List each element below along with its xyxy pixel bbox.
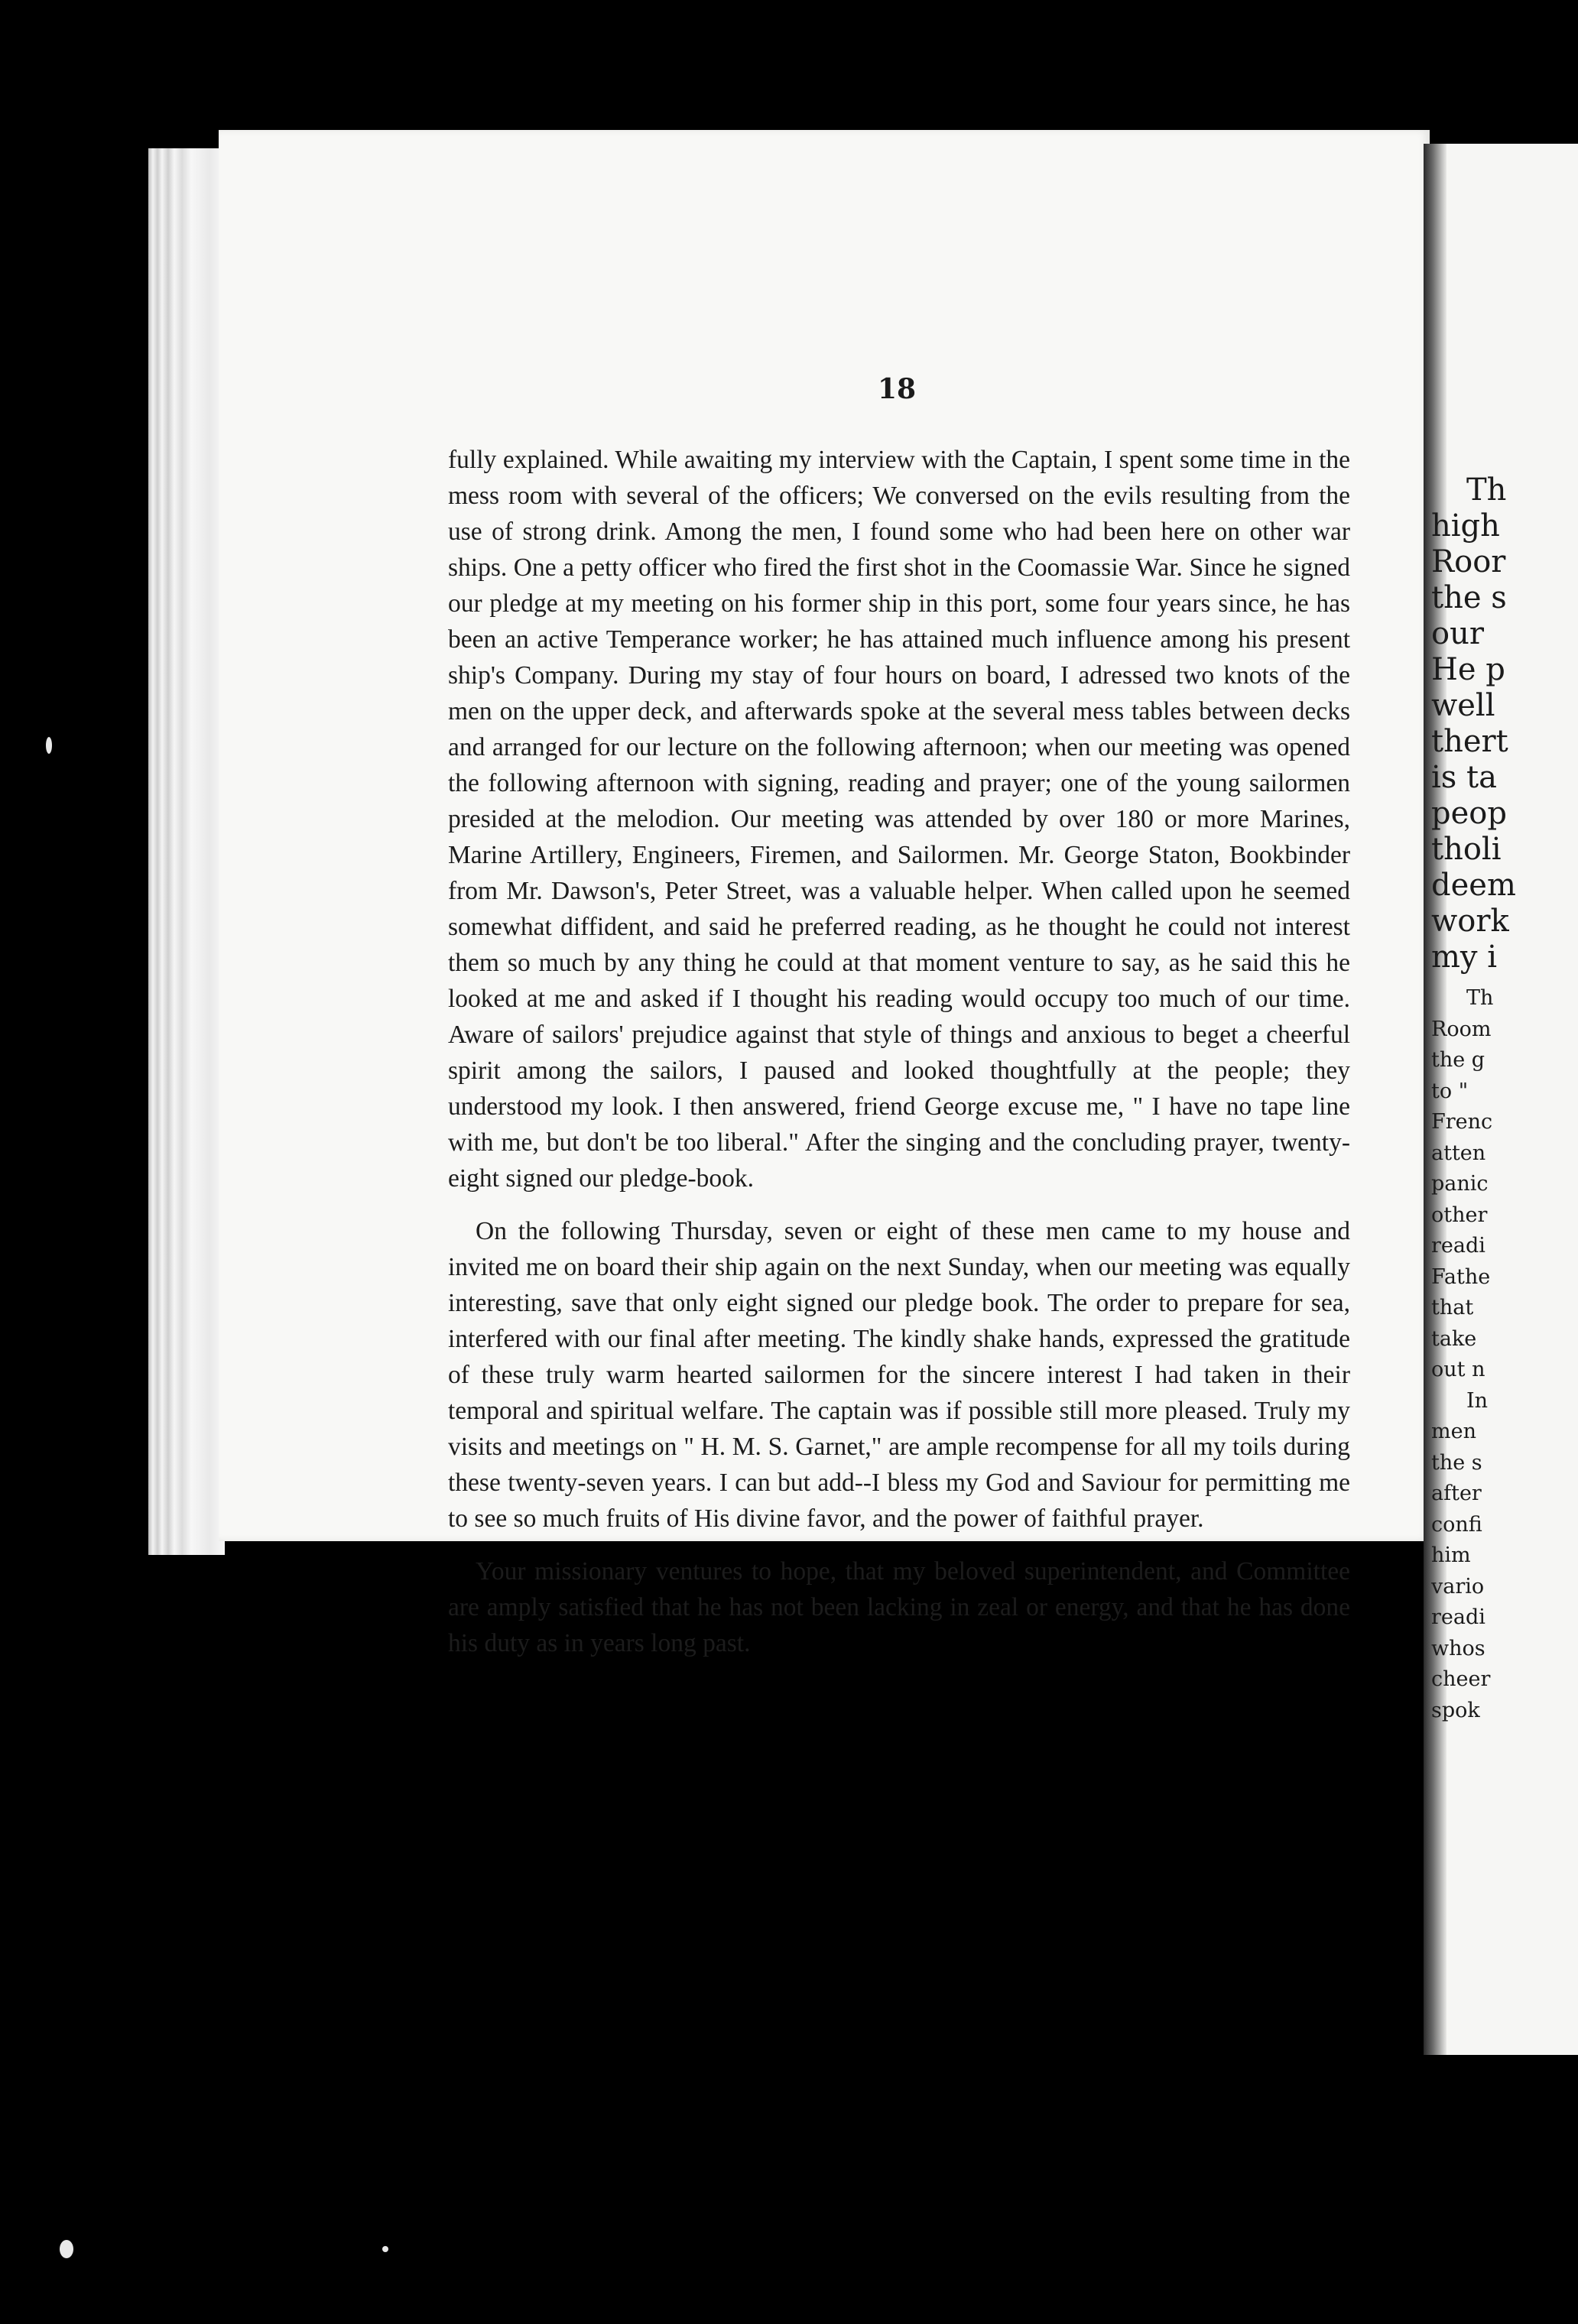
facing-page-word: the s <box>1431 1450 1482 1475</box>
facing-page-word: after <box>1431 1482 1482 1505</box>
facing-page-word: our <box>1431 616 1484 651</box>
page-number: 18 <box>878 373 917 405</box>
facing-page-word: Room <box>1431 1017 1492 1041</box>
scan-speck <box>382 2246 388 2252</box>
facing-page-word: spok <box>1431 1698 1480 1722</box>
facing-page-word: cheer <box>1431 1667 1491 1691</box>
scan-speck <box>60 2240 73 2258</box>
facing-page-word: Th <box>1466 986 1494 1010</box>
facing-page-word: peop <box>1431 796 1507 831</box>
facing-page-word: other <box>1431 1203 1488 1227</box>
scan-speck <box>46 737 52 754</box>
facing-page-word: my i <box>1431 940 1498 975</box>
facing-page-word: the g <box>1431 1048 1485 1072</box>
paragraph-1: fully explained. While awaiting my interview with the Captain, I spent some time in the mess room with several of the officers; We conversed on the evils resulting from the use of strong drink. Among the men, I found some who had been here on other war ships. One a petty officer who fired the first shot in the Coomassie War. Since he signed our pledge at my meeting on his former ship in this port, some four years since, he has been an active Temperance worker; he has attained much influence among his present ship's Company. During my stay of four hours on board, I adressed two knots of the men on the upper deck, and afterwards spoke at the several mess tables between decks and arranged for our lecture on the following afternoon; when our meeting was opened the following afternoon with signing, reading and prayer; one of the young sailormen presided at the melodion. Our meeting was attended by over 180 or more Marines, Marine Artillery, Engineers, Firemen, and Sailormen. Mr. George Staton, Bookbinder from Mr. Dawson's, Peter Street, was a valuable helper. When called upon he seemed somewhat diffident, and said he preferred reading, as he thought he could not interest them so much by any thing he could at that moment venture to say, as he said this he looked at me and asked if I thought his reading would occupy too much of our time. Aware of sailors' prejudice against that style of things and anxious to beget a cheerful spirit among the sailors, I paused and looked thoughtfully at the people; they understood my look. I then answered, friend George excuse me, " I have no tape line with me, but don't be too liberal." After the singing and the concluding prayer, twenty-eight signed our pledge-book. <box>448 446 1350 1193</box>
facing-page-word: well <box>1431 688 1495 723</box>
left-page-edges <box>148 148 225 1555</box>
facing-page-word: out n <box>1431 1358 1485 1381</box>
facing-page-word: In <box>1466 1388 1489 1413</box>
facing-page-word: confi <box>1431 1512 1482 1537</box>
facing-page-word: Fathe <box>1431 1264 1491 1289</box>
facing-page-fragment <box>1424 144 1578 2055</box>
facing-page-word: readi <box>1431 1605 1485 1629</box>
facing-page-word: tholi <box>1431 832 1502 867</box>
facing-page-word: him <box>1431 1543 1471 1567</box>
facing-page-word: thert <box>1431 724 1508 759</box>
facing-page-word: that <box>1431 1296 1474 1319</box>
facing-page-word: work <box>1431 904 1509 939</box>
paragraph-3: Your missionary ventures to hope, that my beloved superintendent, and Committee are amply satisfied that he has not been lacking in zeal or energy, and that he has done his duty as in years long past. <box>448 1557 1350 1657</box>
facing-page-word: to " <box>1431 1079 1469 1103</box>
facing-page-word: is ta <box>1431 760 1497 795</box>
facing-page-word: He p <box>1431 652 1505 687</box>
facing-page-word: men <box>1431 1420 1476 1443</box>
facing-page-word: atten <box>1431 1141 1486 1165</box>
facing-page-word: readi <box>1431 1234 1485 1258</box>
facing-page-word: vario <box>1431 1574 1485 1599</box>
facing-page-word: whos <box>1431 1636 1485 1660</box>
page-text <box>448 442 1350 1678</box>
facing-page-word: Frenc <box>1431 1110 1493 1134</box>
facing-page-word: panic <box>1431 1172 1489 1196</box>
facing-page-word: high <box>1431 508 1500 544</box>
facing-page-word: Roor <box>1431 544 1506 579</box>
facing-page-word: take <box>1431 1326 1477 1351</box>
facing-page-word: deem <box>1431 868 1516 903</box>
facing-page-word: Th <box>1466 472 1507 508</box>
facing-page-word: the s <box>1431 580 1507 615</box>
paragraph-2: On the following Thursday, seven or eight of these men came to my house and invited me on board their ship again on the next Sunday, when our meeting was equally interesting, save that only eight signed our pledge book. The order to prepare for sea, interfered with our final after meeting. The kindly shake hands, expressed the gratitude of these truly warm hearted sailormen for the sincere interest I had taken in their temporal and spiritual welfare. The captain was if possible still more pleased. Truly my visits and meetings on " H. M. S. Garnet," are ample recompense for all my toils during these twenty-seven years. I can but add--I bless my God and Saviour for permitting me to see so much fruits of His divine favor, and the power of faithful prayer. <box>448 1217 1350 1533</box>
